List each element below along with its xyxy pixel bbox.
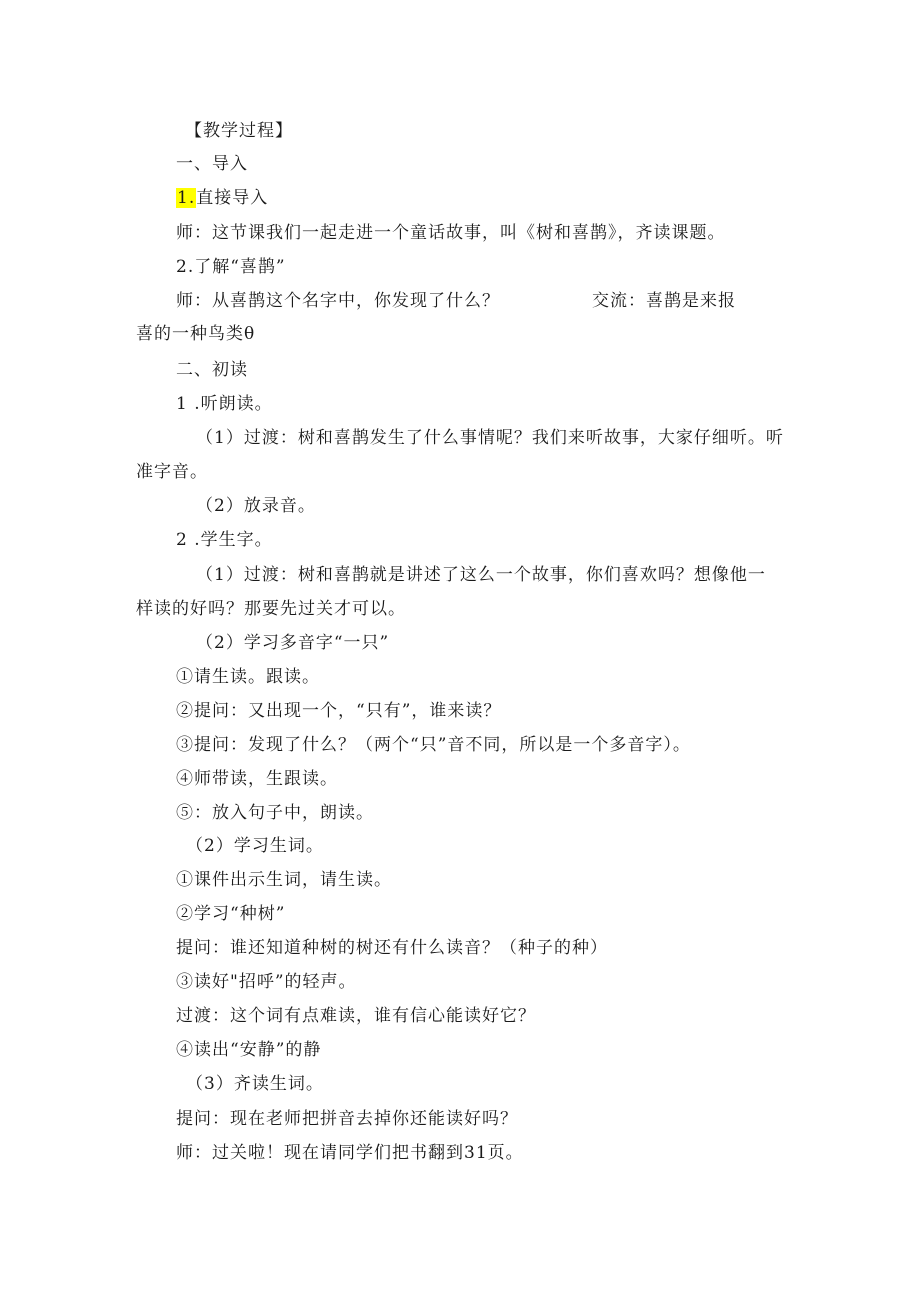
teacher-line-2b: 交流：喜鹊是来报: [592, 291, 736, 311]
vocab-4: ④读出“安静”的静: [176, 1040, 322, 1060]
teacher-line-2a: 师：从喜鹊这个名字中，你发现了什么？: [176, 291, 500, 311]
group-read: （3）齐读生词。: [186, 1074, 324, 1094]
section-title: 【教学过程】: [185, 121, 293, 141]
intro-heading: 一、导入: [176, 154, 248, 174]
vocab-heading: （2）学习生词。: [186, 836, 324, 856]
polyphone-heading: （2）学习多音字“一只”: [196, 633, 390, 653]
transition-3: 过渡：这个词有点难读，谁有信心能读好它？: [176, 1006, 536, 1026]
transition-2b: 样读的好吗？那要先过关才可以。: [136, 599, 406, 619]
vocab-1: ①课件出示生词，请生读。: [176, 870, 392, 890]
step-4: ④师带读，生跟读。: [176, 769, 338, 789]
item-1: [176, 186, 268, 210]
item-2: 2.了解“喜鹊”: [176, 257, 286, 277]
first-read-heading: 二、初读: [176, 360, 248, 380]
item-1-text: 直接导入: [196, 188, 269, 208]
play-recording: （2）放录音。: [196, 496, 316, 516]
listen-heading: 1 .听朗读。: [176, 394, 273, 414]
transition-1b: 准字音。: [136, 462, 208, 482]
step-2: ②提问：又出现一个，“只有”，谁来读？: [176, 701, 502, 721]
teacher-line-1: 师：这节课我们一起走进一个童话故事，叫《树和喜鹊》，齐读课题。: [176, 223, 726, 243]
step-3: ③提问：发现了什么？（两个“只”音不同，所以是一个多音字）。: [176, 735, 691, 755]
teacher-end: 师：过关啦！现在请同学们把书翻到31页。: [176, 1143, 524, 1163]
step-5: ⑤：放入句子中，朗读。: [176, 803, 374, 823]
item-1-number-highlighted: 1.: [177, 188, 196, 208]
transition-2a: （1）过渡：树和喜鹊就是讲述了这么一个故事，你们喜欢吗？想像他一: [196, 565, 766, 585]
vocab-3: ③读好"招呼”的轻声。: [176, 972, 357, 992]
learn-chars-heading: 2 .学生字。: [176, 530, 273, 550]
transition-1a: （1）过渡：树和喜鹊发生了什么事情呢？我们来听故事，大家仔细听。听: [196, 428, 784, 448]
step-1: ①请生读。跟读。: [176, 667, 320, 687]
question-pinyin: 提问：现在老师把拼音去掉你还能读好吗？: [176, 1109, 518, 1129]
vocab-2: ②学习“种树”: [176, 904, 286, 924]
teacher-line-2c: 喜的一种鸟类θ: [136, 324, 256, 344]
vocab-2-question: 提问：谁还知道种树的树还有什么读音？（种子的种）: [176, 938, 608, 958]
